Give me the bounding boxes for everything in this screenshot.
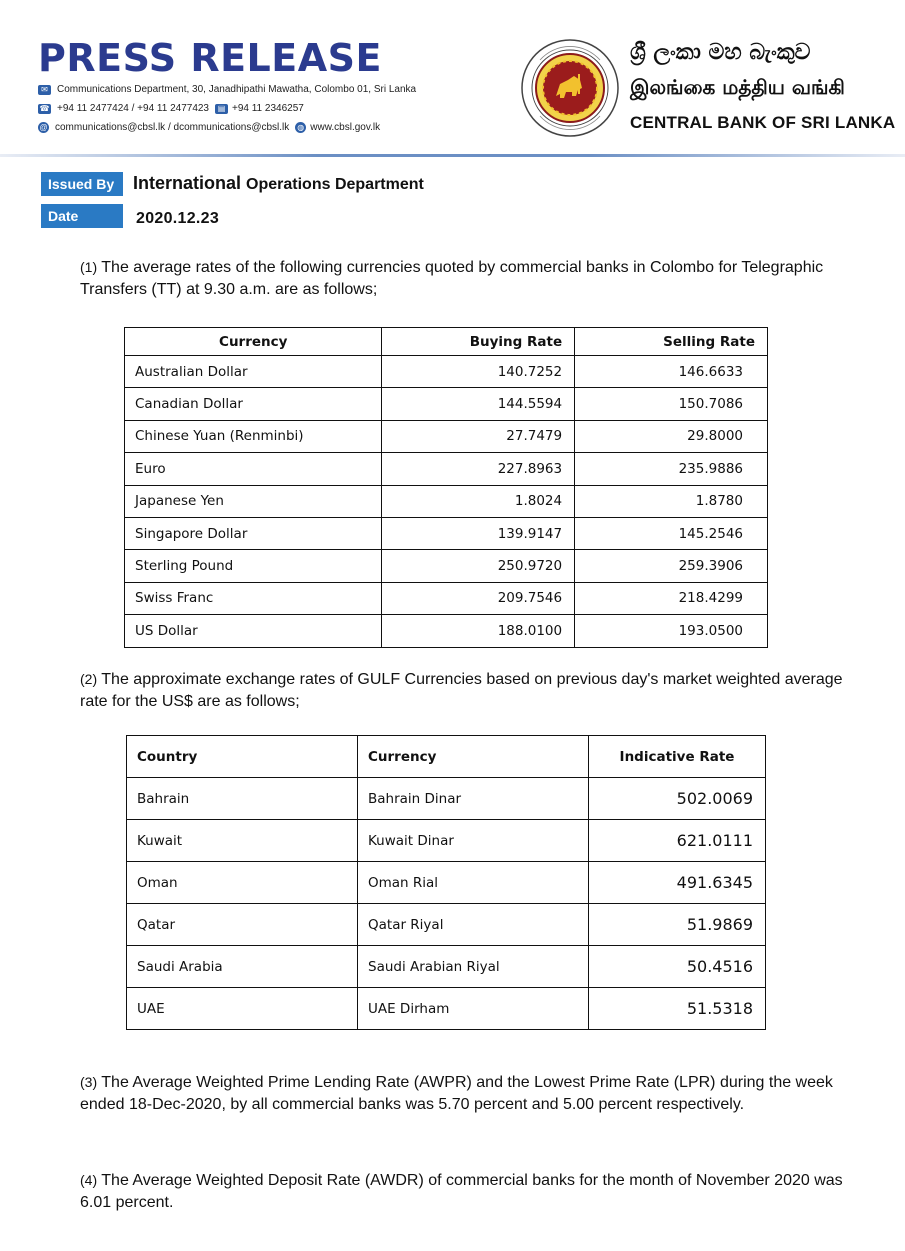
indicative-rate-cell: 621.0111 xyxy=(589,820,766,862)
buying-rate-cell: 144.5594 xyxy=(382,388,575,420)
table-row xyxy=(125,420,768,452)
address-text: Communications Department, 30, Janadhipathi Mawatha, Colombo 01, Sri Lanka xyxy=(57,84,417,95)
currency-cell: Saudi Arabian Riyal xyxy=(358,946,589,988)
table-row xyxy=(125,517,768,549)
table-row xyxy=(125,485,768,517)
currency-cell: Oman Rial xyxy=(358,862,589,904)
section-2-text xyxy=(80,668,860,713)
currency-cell: Bahrain Dinar xyxy=(358,778,589,820)
country-cell: Kuwait xyxy=(127,820,358,862)
email-line xyxy=(38,122,380,133)
indicative-rate-cell: 491.6345 xyxy=(589,862,766,904)
bank-name-tamil: இலங்கை மத்திய வங்கி xyxy=(630,75,845,99)
table-row xyxy=(127,862,766,904)
buying-rate-cell: 250.9720 xyxy=(382,550,575,582)
currency-cell: Swiss Franc xyxy=(125,582,382,614)
section-1-text xyxy=(80,256,860,301)
header-divider xyxy=(0,154,905,157)
buying-rate-cell: 139.9147 xyxy=(382,517,575,549)
currency-cell: Sterling Pound xyxy=(125,550,382,582)
section-4-text xyxy=(80,1169,860,1214)
currency-cell: UAE Dirham xyxy=(358,988,589,1030)
column-header: Buying Rate xyxy=(382,328,575,356)
section-2-body: The approximate exchange rates of GULF Currencies based on previous day's market weighted average rate for the US$ are as follows; xyxy=(80,671,843,710)
table-row xyxy=(127,904,766,946)
currency-cell: Euro xyxy=(125,453,382,485)
buying-rate-cell: 227.8963 xyxy=(382,453,575,485)
envelope-icon: ✉ xyxy=(38,85,51,95)
selling-rate-cell: 150.7086 xyxy=(575,388,768,420)
currency-cell: Singapore Dollar xyxy=(125,517,382,549)
country-cell: Bahrain xyxy=(127,778,358,820)
table-row xyxy=(127,820,766,862)
at-icon: @ xyxy=(39,123,48,132)
currency-cell: Qatar Riyal xyxy=(358,904,589,946)
buying-rate-cell: 1.8024 xyxy=(382,485,575,517)
phone-icon: ☎ xyxy=(39,103,50,113)
indicative-rate-cell: 51.9869 xyxy=(589,904,766,946)
letterhead xyxy=(0,0,905,160)
column-header: Indicative Rate xyxy=(589,736,766,778)
currency-cell: Canadian Dollar xyxy=(125,388,382,420)
table-row xyxy=(125,453,768,485)
section-3-text xyxy=(80,1071,860,1116)
bank-name-sinhala: ශ්‍රී ලංකා මහ බැංකුව xyxy=(630,40,811,65)
column-header: Selling Rate xyxy=(575,328,768,356)
issued-by-part2: Operations Department xyxy=(246,176,424,193)
selling-rate-cell: 1.8780 xyxy=(575,485,768,517)
indicative-rate-cell: 50.4516 xyxy=(589,946,766,988)
currency-cell: Australian Dollar xyxy=(125,356,382,388)
fax-icon: ▤ xyxy=(215,104,228,114)
indicative-rate-cell: 51.5318 xyxy=(589,988,766,1030)
table-row xyxy=(127,778,766,820)
currency-cell: Japanese Yen xyxy=(125,485,382,517)
table-row xyxy=(127,946,766,988)
section-1-number: (1) xyxy=(80,259,98,275)
press-release-title: PRESS RELEASE xyxy=(38,36,382,80)
issued-by-value xyxy=(133,173,424,194)
issued-by-part1: International xyxy=(133,173,242,193)
table-header-row xyxy=(125,328,768,356)
section-4-body: The Average Weighted Deposit Rate (AWDR) of commercial banks for the month of November 2020 was 6.01 percent. xyxy=(80,1172,843,1211)
table-row xyxy=(127,988,766,1030)
email-text[interactable]: communications@cbsl.lk / dcommunications@cbsl.lk xyxy=(55,122,290,133)
phone-text: +94 11 2477424 / +94 11 2477423 xyxy=(57,103,209,114)
selling-rate-cell: 235.9886 xyxy=(575,453,768,485)
indicative-rate-cell: 502.0069 xyxy=(589,778,766,820)
section-3-number: (3) xyxy=(80,1074,98,1090)
buying-rate-cell: 188.0100 xyxy=(382,615,575,647)
issued-by-label: Issued By xyxy=(41,172,123,196)
central-bank-seal-logo xyxy=(520,38,620,138)
section-1-body: The average rates of the following currencies quoted by commercial banks in Colombo for Telegraphic Transfers (TT) at 9.30 a.m. are as follows; xyxy=(80,259,824,298)
phone-line xyxy=(38,103,304,114)
currency-cell: Kuwait Dinar xyxy=(358,820,589,862)
selling-rate-cell: 145.2546 xyxy=(575,517,768,549)
gulf-rates-table xyxy=(126,735,766,1030)
bank-name-english: CENTRAL BANK OF SRI LANKA xyxy=(630,113,896,132)
country-cell: Saudi Arabia xyxy=(127,946,358,988)
table-row xyxy=(125,582,768,614)
currency-cell: Chinese Yuan (Renminbi) xyxy=(125,420,382,452)
country-cell: Qatar xyxy=(127,904,358,946)
table-row xyxy=(125,388,768,420)
selling-rate-cell: 259.3906 xyxy=(575,550,768,582)
table-row xyxy=(125,550,768,582)
selling-rate-cell: 218.4299 xyxy=(575,582,768,614)
fax-text: +94 11 2346257 xyxy=(232,103,304,114)
table-row xyxy=(125,356,768,388)
table-header-row xyxy=(127,736,766,778)
section-2-number: (2) xyxy=(80,671,98,687)
buying-rate-cell: 27.7479 xyxy=(382,420,575,452)
section-3-body: The Average Weighted Prime Lending Rate (AWPR) and the Lowest Prime Rate (LPR) during the week ended 18-Dec-2020, by all commercial banks was 5.70 percent and 5.00 percent respectively. xyxy=(80,1074,833,1113)
country-cell: Oman xyxy=(127,862,358,904)
table-row xyxy=(125,615,768,647)
website-text[interactable]: www.cbsl.gov.lk xyxy=(310,122,381,133)
globe-icon: ◍ xyxy=(295,122,306,133)
selling-rate-cell: 29.8000 xyxy=(575,420,768,452)
buying-rate-cell: 140.7252 xyxy=(382,356,575,388)
tt-rates-table xyxy=(124,327,768,648)
currency-cell: US Dollar xyxy=(125,615,382,647)
buying-rate-cell: 209.7546 xyxy=(382,582,575,614)
country-cell: UAE xyxy=(127,988,358,1030)
section-4-number: (4) xyxy=(80,1172,98,1188)
column-header: Currency xyxy=(125,328,382,356)
date-label: Date xyxy=(41,204,123,228)
column-header: Country xyxy=(127,736,358,778)
selling-rate-cell: 146.6633 xyxy=(575,356,768,388)
selling-rate-cell: 193.0500 xyxy=(575,615,768,647)
address-line xyxy=(38,84,416,95)
date-value: 2020.12.23 xyxy=(136,210,220,227)
column-header: Currency xyxy=(358,736,589,778)
